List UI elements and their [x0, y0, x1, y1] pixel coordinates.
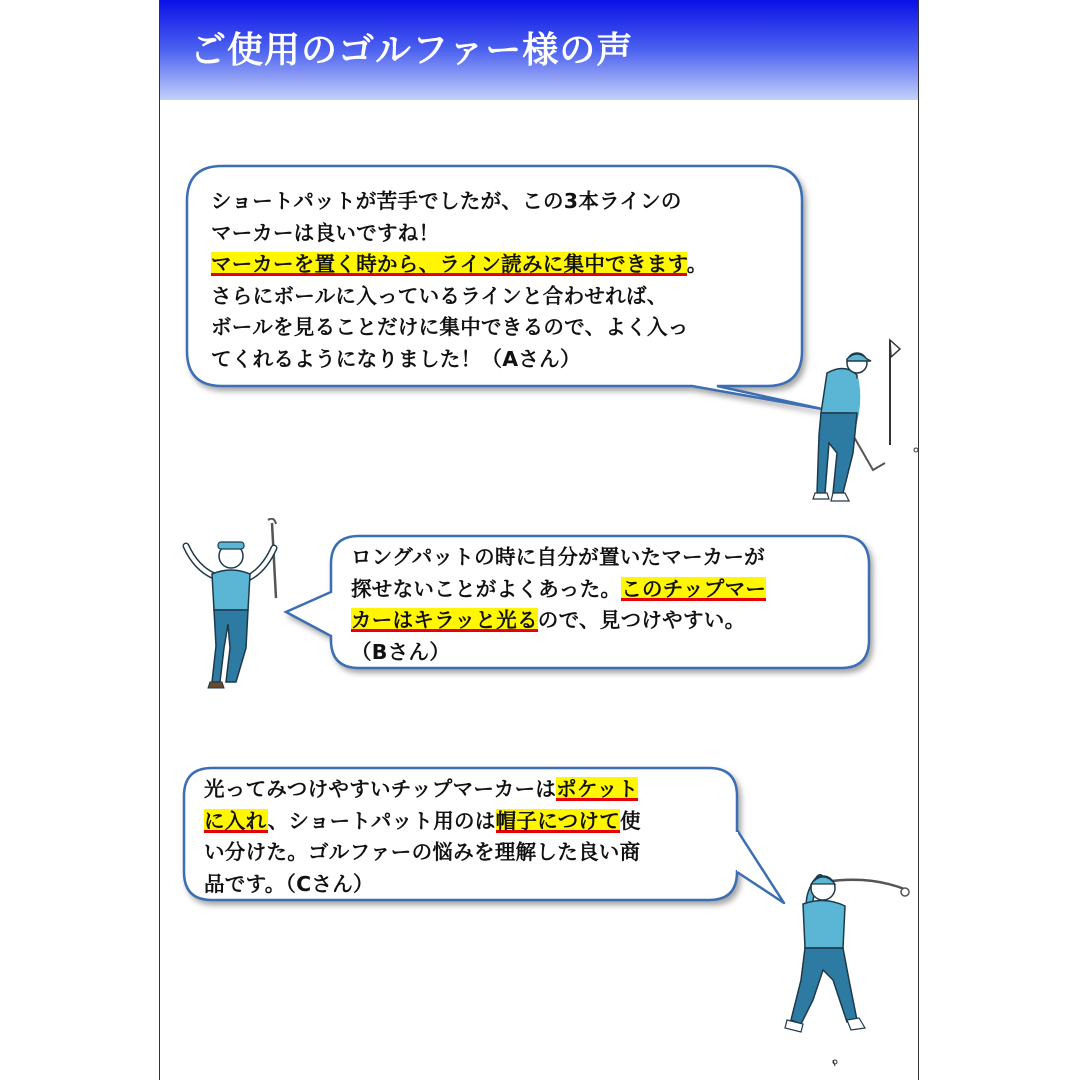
testimonial-sheet [159, 0, 919, 1080]
testimonial-a-line: ショートパットが苦手でしたが、この3本ラインの [211, 189, 682, 213]
testimonial-c-line: に入れ、ショートパット用のは帽子につけて使 [204, 808, 641, 833]
testimonial-b-line: カーはキラッと光るので、見つけやすい。 [351, 608, 746, 632]
testimonial-b-line: 探せないことがよくあった。このチップマー [351, 576, 767, 601]
speech-bubble-c [184, 768, 744, 908]
highlighted-phrase: ポケット [556, 777, 639, 801]
testimonial-b-line: （Bさん） [351, 639, 451, 664]
testimonial-text-c [204, 774, 641, 900]
highlighted-phrase: カーはキラッと光る [351, 608, 538, 632]
testimonial-a-line: マーカーを置く時から、ライン読みに集中できます。 [211, 252, 708, 276]
header-banner [160, 0, 918, 100]
speech-bubble-a [187, 166, 807, 416]
testimonial-a-line: マーカーは良いですね！ [211, 220, 440, 245]
highlighted-phrase: マーカーを置く時から、ライン読みに集中できます [211, 252, 687, 276]
testimonial-text-a [211, 186, 708, 375]
golfer-celebrating-icon [176, 518, 311, 690]
testimonial-c-line: 品です。（Cさん） [204, 871, 374, 896]
golfer-swinging-icon [775, 860, 915, 1070]
testimonial-c-line: い分けた。ゴルファーの悩みを理解した良い商 [204, 840, 641, 864]
highlighted-phrase: 帽子につけて [495, 808, 621, 833]
highlighted-phrase: に入れ [204, 808, 268, 833]
testimonial-a-line: さらにボールに入っているラインと合わせれば、 [211, 283, 668, 308]
highlighted-phrase: このチップマー [621, 576, 767, 601]
speech-bubble-b [331, 536, 871, 676]
testimonial-text-b [351, 542, 766, 668]
testimonial-a-line: ボールを見ることだけに集中できるので、よく入っ [211, 315, 689, 339]
testimonial-b-line: ロングパットの時に自分が置いたマーカーが [351, 545, 765, 569]
page-title: ご使用のゴルファー様の声 [190, 30, 634, 71]
testimonial-a-line: てくれるようになりました！（Aさん） [211, 346, 581, 371]
golfer-putting-icon [805, 335, 919, 505]
testimonial-c-line: 光ってみつけやすいチップマーカーはポケット [204, 777, 639, 801]
